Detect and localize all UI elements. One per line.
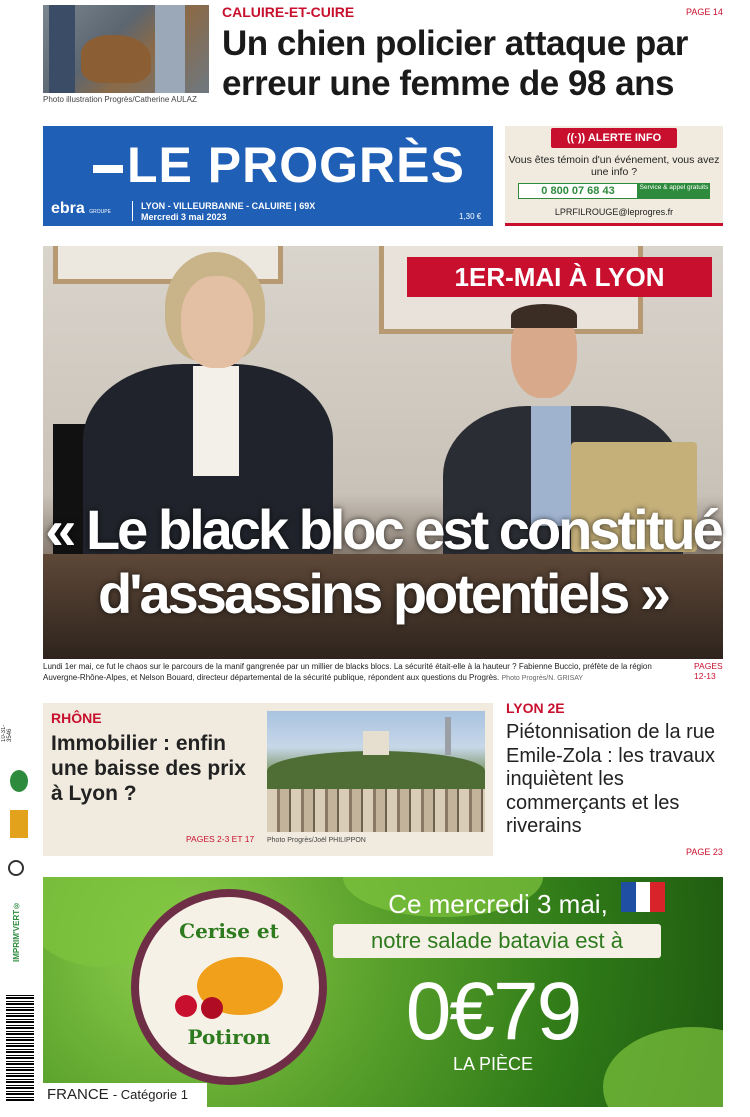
category-label [43, 1083, 207, 1107]
main-headline-quote[interactable]: « Le black bloc est constitué d'assassins potentiels » [45, 498, 721, 625]
pefc-icon [10, 770, 28, 792]
ad-price: 0€79 [405, 966, 581, 1057]
country-label: FRANCE [47, 1086, 109, 1103]
signal-icon: ((·)) [566, 132, 588, 144]
triman-icon [8, 860, 24, 876]
brand-name-top: Cerise et [179, 919, 279, 943]
alert-phone[interactable]: 0 800 07 68 43 [518, 183, 638, 199]
lyon-page: PAGE 23 [686, 847, 723, 857]
main-pages: PAGES 12-13 [694, 661, 723, 681]
brand-logo [131, 889, 327, 1085]
alert-service-note: Service & appel gratuits [638, 183, 710, 199]
teaser-headline[interactable]: Un chien policier attaque par erreur une femme de 98 ans [222, 24, 688, 103]
lyon-headline[interactable]: Piétonnisation de la rue Emile-Zola : les travaux inquiètent les commerçants et les riverains [506, 721, 716, 837]
section-tag: 1ER-MAI À LYON [407, 257, 712, 297]
ebra-group-logo: ebra GROUPE [51, 200, 111, 217]
recycle-icon [10, 810, 28, 838]
teaser-photo-credit: Photo illustration Progrès/Catherine AULAZ [43, 95, 197, 104]
alert-badge: ((·)) ALERTE INFO [551, 128, 677, 148]
newspaper-logo[interactable]: LE PROGRÈS [93, 136, 465, 194]
salad-advertisement[interactable] [43, 877, 723, 1107]
teaser-kicker: CALUIRE-ET-CUIRE [222, 4, 355, 20]
lyon-kicker: LYON 2E [506, 700, 565, 716]
main-photo-credit: Photo Progrès/N. GRISAY [501, 675, 584, 682]
edition-line: LYON - VILLEURBANNE - CALUIRE | 69X [141, 201, 316, 211]
edition-date: Mercredi 3 mai 2023 [141, 212, 227, 222]
category-text: - Catégorie 1 [112, 1087, 188, 1102]
alert-text: Vous êtes témoin d'un événement, vous avez une info ? [508, 154, 720, 178]
rhone-headline[interactable]: Immobilier : enfin une baisse des prix à Lyon ? [51, 732, 246, 805]
rhone-article[interactable] [43, 703, 493, 856]
cherry-icon [175, 995, 197, 1017]
edition-info [141, 201, 315, 223]
imprim-vert-label: IMPRIM'VERT® [12, 900, 21, 962]
teaser-page: PAGE 14 [686, 7, 723, 17]
alert-email[interactable]: LPRFILROUGE@leprogres.fr [554, 207, 674, 217]
brand-name-bottom: Potiron [187, 1025, 271, 1049]
ad-line-1: Ce mercredi 3 mai, [388, 889, 608, 919]
price: 1,30 € [459, 212, 482, 221]
lyon-fourviere-photo [267, 711, 485, 832]
ad-line-2: notre salade batavia est à [371, 928, 623, 953]
rhone-kicker: RHÔNE [51, 710, 102, 726]
masthead [43, 126, 493, 226]
masthead-divider [132, 201, 133, 221]
barcode [6, 993, 34, 1101]
ad-unit: LA PIÈCE [452, 1054, 534, 1074]
main-caption: Lundi 1er mai, ce fut le chaos sur le parcours de la manif gangrenée par un millier de blacks blocs. La sécurité était-elle à la hauteur ? Fabienne Buccio, préfète de la région Auvergne-Rhône-Alpes, et Nelson Bouard, directeur départemental de la sécurité publique, répondent aux questions du Progrès. Photo Progrès/N. GRISAY [43, 662, 652, 682]
side-code: 10-31-3546 [1, 724, 13, 742]
cherry-icon [201, 997, 223, 1019]
teaser-photo [43, 5, 209, 93]
alert-info-box [505, 126, 723, 226]
rhone-photo-credit: Photo Progrès/Joël PHILIPPON [267, 837, 366, 844]
rhone-pages: PAGES 2-3 ET 17 [186, 834, 255, 844]
